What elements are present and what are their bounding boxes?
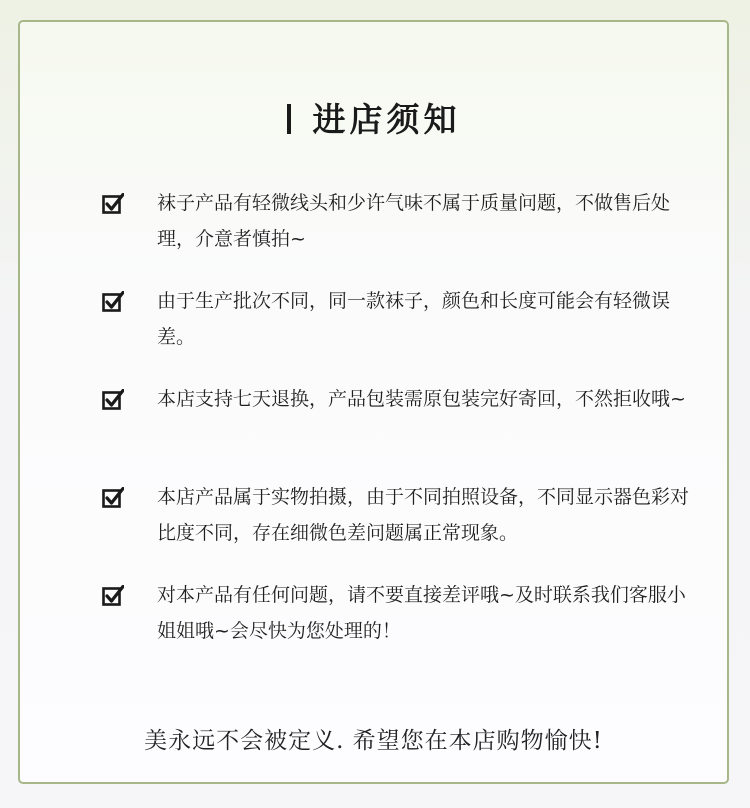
notice-item-text: 由于生产批次不同，同一款袜子，颜色和长度可能会有轻微误差。	[157, 290, 671, 348]
footer-message: 美永远不会被定义. 希望您在本店购物愉快!	[144, 728, 603, 754]
notice-item-text: 袜子产品有轻微线头和少许气味不属于质量问题，不做售后处理，介意者慎拍~	[157, 192, 671, 250]
notice-item-5	[102, 577, 702, 675]
notice-card	[18, 20, 729, 784]
notice-item-2	[102, 283, 702, 381]
notice-item-1	[102, 185, 702, 283]
checkbox-checked-icon	[102, 389, 124, 411]
checkbox-checked-icon	[102, 487, 124, 509]
checkbox-checked-icon	[102, 291, 124, 313]
notice-list	[102, 185, 702, 675]
checkbox-checked-icon	[102, 585, 124, 607]
notice-title-text: 进店须知	[312, 100, 461, 139]
notice-title	[20, 94, 727, 141]
notice-item-text: 本店支持七天退换，产品包装需原包装完好寄回，不然拒收哦~	[157, 388, 686, 410]
notice-item-3	[102, 381, 702, 479]
notice-item-text: 对本产品有任何问题，请不要直接差评哦~及时联系我们客服小姐姐哦~会尽快为您处理的！	[157, 584, 686, 642]
checkbox-checked-icon	[102, 193, 124, 215]
notice-item-text: 本店产品属于实物拍摄，由于不同拍照设备，不同显示器色彩对比度不同，存在细微色差问题属正常现象。	[157, 486, 690, 544]
title-accent-bar	[287, 104, 291, 134]
notice-item-4	[102, 479, 702, 577]
